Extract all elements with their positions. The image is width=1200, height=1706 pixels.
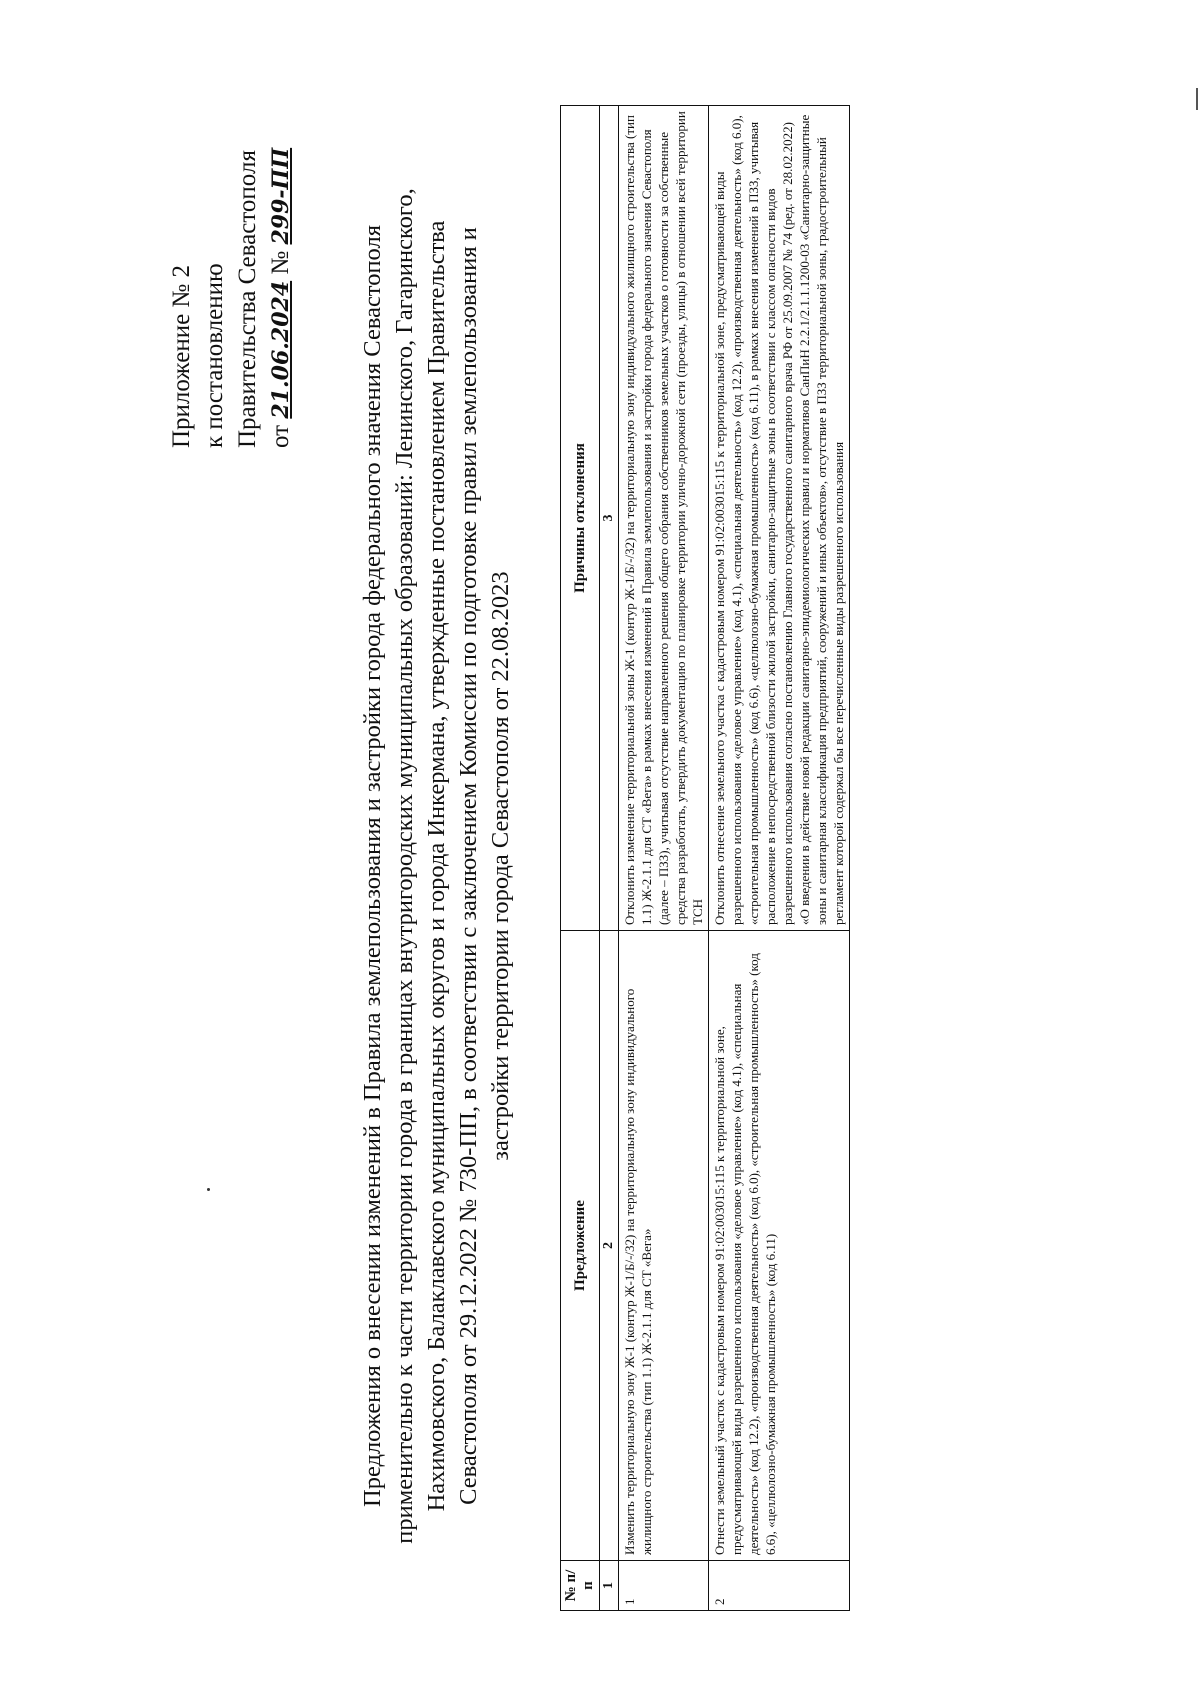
header-reason: Причины отклонения — [561, 106, 600, 931]
row-number: 1 — [619, 1561, 709, 1611]
proposals-table — [560, 105, 850, 1611]
column-number-2: 2 — [600, 931, 619, 1561]
appendix-line-1: Приложение № 2 — [168, 264, 195, 448]
appendix-line-3: Правительства Севастополя — [234, 150, 261, 448]
number-sign: № — [267, 250, 294, 275]
column-number-3: 3 — [600, 106, 619, 931]
appendix-date-prefix: от — [267, 424, 294, 448]
column-number-1: 1 — [600, 1561, 619, 1611]
appendix-block — [165, 28, 298, 448]
handwritten-date: 21.06.2024 — [268, 280, 294, 419]
row-proposal: Изменить территориальную зону Ж-1 (контур Ж-1/Б/-/32) на территориальную зону индивидуального жилищного строительства (тип 1.1) Ж-2.1.1 для СТ «Вега» — [619, 931, 709, 1561]
row-reason: Отклонить отнесение земельного участка с кадастровым номером 91:02:003015:115 к территориальной зоне, предусматривающей виды разрешенного использования «деловое управление» (код 4.1), «специальная деятельность» (код 12.2), «производственная деятельность» (код 6.0), «строительная промышленность» (код 6.6), «целлюлозно-бумажная промышленность» (код 6.11), в рамках внесения изменений в ПЗЗ, учитывая расположение в непосредственной близости жилой застройки, санитарно-защитные зоны в соответствии с классом опасности видов разрешенного использования согласно постановлению Главного государственного санитарного врача РФ от 25.09.2007 № 74 (ред. от 28.02.2022) «О введении в действие новой редакции санитарно-эпидемиологических правил и нормативов СанПиН 2.2.1/2.1.1.1200-03 «Санитарно-защитные зоны и санитарная классификация предприятий, сооружений и иных объектов», отсутствие в ПЗЗ территориальной зоны, градостроительный регламент которой содержал бы все перечисленные виды разрешенного использования — [709, 106, 850, 931]
row-number: 2 — [709, 1561, 850, 1611]
row-reason: Отклонить изменение территориальной зоны Ж-1 (контур Ж-1/Б/-/32) на территориальную зону индивидуального жилищного строительства (тип 1.1) Ж-2.1.1 для СТ «Вега» в рамках внесения изменений в Правила землепользования и застройки города федерального значения Севастополя (далее – ПЗЗ), учитывая отсутствие направленного решения общего собрания собственников земельных участков о готовности за собственные средства разработать, утвердить документацию по планировке территории улично-дорожной сети (проезды, улицы) в отношении всей территории ТСН — [619, 106, 709, 931]
table-header-row — [561, 106, 600, 1611]
column-number-row — [600, 106, 619, 1611]
table-row — [619, 106, 709, 1611]
appendix-line-2: к постановлению — [201, 263, 228, 448]
header-number: № п/п — [561, 1561, 600, 1611]
document-title: Предложения о внесении изменений в Правила землепользования и застройки города федерального значения Севастополя применительно к части территории города в границах внутригородских муниципальных образований: Ленинского, Гагаринского, Нахимовского, Балаклавского муниципальных округов и города Инкермана, утвержденные постановлением Правительства Севастополя от 29.12.2022 № 730-ПП, в соответствии с заключением Комиссии по подготовке правил землепользования и застройки территории города Севастополя от 22.08.2023 — [359, 188, 514, 1544]
handwritten-number: 299-ПП — [268, 147, 294, 245]
table-row — [709, 106, 850, 1611]
row-proposal: Отнести земельный участок с кадастровым номером 91:02:003015:115 к территориальной зоне, предусматривающей виды разрешенного использования «деловое управление» (код 4.1), «специальная деятельность» (код 12.2), «производственная деятельность» (код 6.0), «строительная промышленность» (код 6.6), «целлюлозно-бумажная промышленность» (код 6.11) — [709, 931, 850, 1561]
appendix-date-line — [264, 28, 298, 448]
header-proposal: Предложение — [561, 931, 600, 1561]
